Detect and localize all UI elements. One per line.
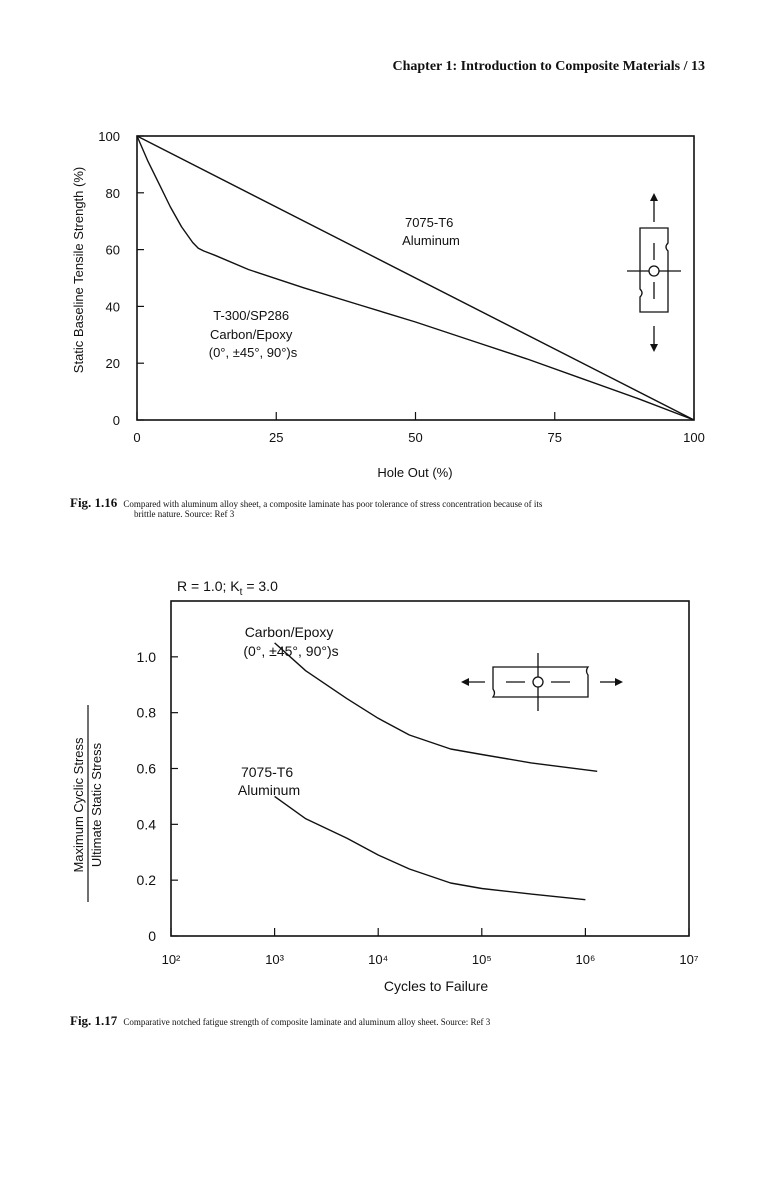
y-axis-label-numerator: Maximum Cyclic Stress [71,737,86,873]
x-tick-label: 10⁴ [368,952,389,967]
x-axis-label: Hole Out (%) [377,465,453,480]
series-label-carbon-epoxy [243,624,338,659]
x-axis-ticks [133,412,704,445]
x-axis-label: Cycles to Failure [383,978,489,994]
series-label-line: Carbon/Epoxy [209,327,293,342]
series-line-carbon-epoxy [275,643,598,771]
series-label-line: T-300/SP286 [213,308,290,323]
series-label-line: (0°, ±45°, 90°)s [208,345,298,360]
x-tick-label: 50 [408,430,423,445]
series-label-aluminum [238,764,300,798]
series-line-aluminum [137,136,694,420]
series-label-line: (0°, ±45°, 90°)s [243,643,339,659]
specimen-tension-icon [627,193,681,352]
series-label-aluminum [402,215,460,248]
y-tick-label: 80 [105,185,120,201]
x-tick-label: 10⁵ [471,952,492,967]
y-tick-label: 0 [148,928,156,944]
specimen-tension-icon [461,653,623,711]
series-label-line: Aluminum [402,233,460,248]
y-tick-label: 0.2 [136,872,156,889]
y-tick-label: 0.4 [136,816,156,833]
y-tick-label: 40 [105,299,120,315]
series-lines [137,136,694,420]
running-head: Chapter 1: Introduction to Composite Materials / 13 [392,59,705,74]
caption-text: Comparative notched fatigue strength of composite laminate and aluminum alloy sheet. Source: Ref 3 [123,1017,491,1027]
caption-text-line2: brittle nature. Source: Ref 3 [134,509,235,519]
y-tick-label: 1.0 [136,648,156,665]
y-axis-label [71,705,104,902]
figure-1-17-chart [0,560,777,1010]
test-condition-annotation: R = 1.0; $K_t = 3.0$ [177,578,278,598]
y-tick-label: 0 [112,413,120,428]
y-tick-label: 100 [98,129,120,144]
y-axis-label-denominator: Ultimate Static Stress [89,742,104,868]
x-tick-label: 10⁶ [575,952,596,967]
series-line-aluminum [275,796,586,899]
figure-label: Fig. 1.16 [70,495,118,510]
x-tick-label: 75 [547,430,562,445]
series-label-line: Aluminum [237,782,301,798]
series-label-line: 7075-T6 [240,764,294,780]
series-label-line: 7075-T6 [404,215,454,230]
x-tick-label: 100 [683,430,705,445]
figure-1-17-caption [70,1013,715,1028]
caption-text: Compared with aluminum alloy sheet, a composite laminate has poor tolerance of stress concentration because of its [123,499,543,509]
x-tick-label: 10⁷ [679,952,699,967]
figure-label: Fig. 1.17 [70,1013,118,1028]
y-tick-label: 0.8 [136,704,156,721]
series-label-carbon-epoxy [209,308,298,360]
series-lines [275,643,598,900]
figure-1-16-caption [70,495,715,519]
y-tick-label: 20 [105,356,120,372]
x-axis-ticks [162,928,699,967]
series-label-line: Carbon/Epoxy [244,624,334,640]
figure-1-16-chart [0,0,777,490]
x-tick-label: 10² [161,952,181,967]
x-tick-label: 10³ [265,952,284,967]
x-tick-label: 0 [133,430,141,445]
y-tick-label: 0.6 [136,760,156,777]
y-tick-label: 60 [105,242,120,258]
x-tick-label: 25 [269,430,284,445]
y-axis-label: Static Baseline Tensile Strength (%) [71,166,86,374]
